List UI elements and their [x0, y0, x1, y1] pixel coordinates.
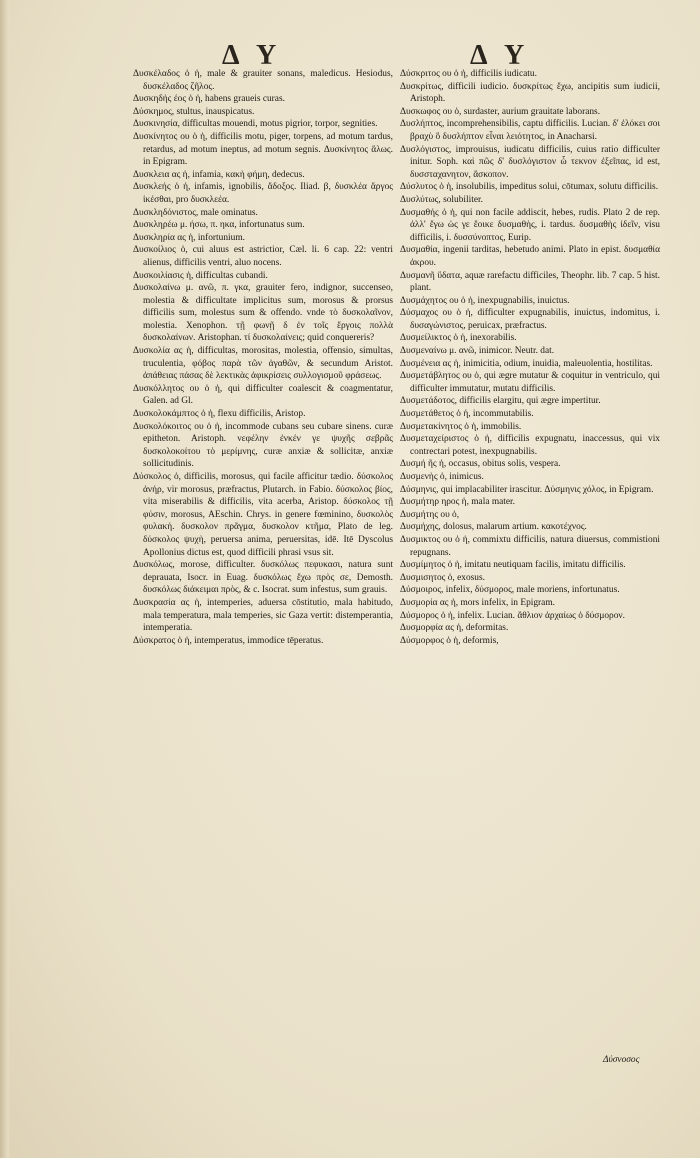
dictionary-entry: Δύσλυτος ὁ ἡ, insolubilis, impeditus solui, cōtumax, solutu difficilis.: [400, 182, 659, 193]
running-head-left: Δ Υ: [222, 40, 283, 71]
dictionary-entry: Δυσμορφία ας ἡ, deformitas.: [400, 623, 509, 634]
dictionary-entry: Δύσκριτος ου ὁ ἡ, difficilis iudicatu.: [400, 69, 537, 79]
dictionary-entry: Δυσκρασία ας ἡ, intemperies, aduersa cōstitutio, mala habitudo, mala temperatura, mala temperies, sic Gaza vertit: distemperantia, intemperatia.: [133, 597, 393, 634]
dictionary-entry: Δυσκηδής έος ὁ ἡ, habens graueis curas.: [133, 94, 285, 105]
dictionary-entry: Δυσκληρέω μ. ήσω, π. ηκα, infortunatus sum.: [133, 220, 305, 231]
dictionary-entry: Δυσκοιλίασις ἡ, difficultas cubandi.: [133, 270, 268, 281]
dictionary-entry: Δυσμή ῆς ἡ, occasus, obitus solis, vespera.: [400, 459, 561, 470]
dictionary-entry: Δυσκόλως, morose, difficulter. δυσκόλως πεφυκασι, natura sunt deprauata, Isocr. in Euag. δυσκόλως ἔχω πρὸς σε, Demosth. δυσκόλως διάκειμαι πρὸς, & c. Isocrat. sum infestus, sum grauis.: [133, 560, 393, 596]
dictionary-entry: Δύσμαχος ου ὁ ἡ, difficulter expugnabilis, inuictus, indomitus, i. δυσαγώνιστος, peruicax, præfractus.: [400, 308, 660, 331]
dictionary-entry: Δυσκλεια ας ἡ, infamia, κακὴ φήμη, dedecus.: [133, 169, 305, 180]
dictionary-entry: Δυσμείλικτος ὁ ἡ, inexorabilis.: [400, 333, 517, 344]
dictionary-entry: Δύσκημος, stultus, inauspicatus.: [133, 106, 255, 117]
dictionary-entry: Δυσκληρία ας ἡ, infortunium.: [133, 232, 245, 243]
dictionary-entry: Δυσμένεια ας ἡ, inimicitia, odium, inuidia, maleuolentia, hostilitas.: [400, 358, 653, 369]
dictionary-entry: Δυσμανῆ ὕδατα, aquæ rarefactu difficiles, Theophr. lib. 7 cap. 5 hist. plant.: [400, 270, 660, 294]
dictionary-entry: Δυσμάχητος ου ὁ ἡ, inexpugnabilis, inuictus.: [400, 295, 570, 306]
left-column: [133, 68, 393, 647]
dictionary-entry: Δυσκολαίνω μ. ανῶ, π. γκα, grauiter fero, indignor, succenseo, molestia & difficultate implicitus sum, morosus & prorsus difficilis sum, molestus sum & offendo. vnde τὸ δυσκολαῖνον, molestia. Xenophon. τῇ φωνῇ δ ἐν τοῖς ἔργοις πολλὰ δυσκολαίνων. Aristophan. τί δυσκολαίνεις; quid conquereris?: [133, 283, 393, 344]
running-head-right: Δ Υ: [470, 40, 531, 71]
dictionary-entry: Δυσμενὴς ὁ, inimicus.: [400, 472, 484, 482]
dictionary-entry: Δυσμήτης ου ὁ,: [400, 509, 460, 520]
dictionary-entry: Δυσκίνητος ου ὁ ἡ, difficilis motu, piger, torpens, ad motum tardus, retardus, ad motum ineptus, ad motum segnis. Δυσκίνητος ἅλως. in Epigram.: [133, 131, 393, 168]
dictionary-entry: Δυσκολία ας ἡ, difficultas, morositas, molestia, offensio, simultas, truculentia, φόβος παρὰ τῶν ἀγαθῶν, & secundum Aristot. ἀπάθειας πάσας δὲ λεκτικὰς ἀφικρίσεις συλλογισμοῦ φράσεως.: [133, 346, 393, 382]
dictionary-entry: Δυσκληδόνιστος, male ominatus.: [133, 207, 258, 218]
dictionary-entry: Δυσκέλαδος ὁ ἡ, male & grauiter sonans, maledicus. Hesiodus, δυσκέλαδος ζῆλος.: [133, 69, 393, 92]
dictionary-entry: Δυσμικτος ου ὁ ἡ, commixtu difficilis, natura diuersus, commistioni repugnans.: [400, 534, 660, 558]
dictionary-entry: Δυσλύτως, solubiliter.: [400, 194, 483, 205]
dictionary-entry: Δυσκολοκάμπτος ὁ ἡ, flexu difficilis, Aristop.: [133, 409, 306, 420]
dictionary-entry: Δυσμεναίνω μ. ανῶ, inimicor. Neutr. dat.: [400, 346, 555, 357]
dictionary-entry: Δυσκωφος ου ὁ, surdaster, aurium grauitate laborans.: [400, 106, 601, 117]
dictionary-entry: Δυσμαθία, ingenii tarditas, hebetudo animi. Plato in epist. δυσμαθία ἀκρου.: [400, 245, 660, 268]
dictionary-entry: Δύσμηνις, qui implacabiliter irascitur. Δύσμηνις χόλος, in Epigram.: [400, 484, 654, 495]
dictionary-entry: Δυσκοίλιος ὁ, cui aluus est astrictior, Cæl. li. 6 cap. 22: ventri alienus, difficilis ventri, aluo nocens.: [133, 245, 393, 268]
catchword: Δύσνοσος: [603, 1055, 640, 1065]
dictionary-entry: Δυσμετάδοτος, difficilis elargitu, qui ægre impertitur.: [400, 396, 601, 407]
dictionary-entry: Δυσμισητος ὁ, exosus.: [400, 572, 485, 583]
dictionary-entry: Δυσλόγιστος, improuisus, iudicatu difficilis, cuius ratio difficulter initur. Soph. καὶ πῶς δ' δυσλόγιστον ὦ τεκνον ἐξεῖπας, id est, δυσσταχανητον, ἄσκοπον.: [400, 144, 660, 180]
dictionary-entry: Δυσμίμητος ὁ ἡ, imitatu neutiquam facilis, imitatu difficilis.: [400, 560, 626, 571]
dictionary-entry: Δύσμοιρος, infelix, δύσμορος, male moriens, infortunatus.: [400, 585, 620, 596]
right-column: [400, 68, 660, 647]
dictionary-entry: Δύσκρατος ὁ ἡ, intemperatus, immodice tēperatus.: [133, 635, 324, 646]
dictionary-entry: Δυσκολόκοιτος ου ὁ ἡ, incommode cubans seu cubare sinens. curæ epitheton. Aristoph. νεφέλην ἐνκέν γε ψυχῆς σεβρᾶς δυσκολοκοίτου τὸ μερίμνης, curæ anxiæ & sollicitæ, anxiæ sollicitudinis.: [133, 421, 393, 470]
dictionary-entry: Δυσμορία ας ἡ, mors infelix, in Epigram.: [400, 597, 555, 608]
dictionary-entry: Δυσμήχης, dolosus, malarum artium. κακοτέχνος.: [400, 522, 587, 533]
dictionary-entry: Δυσκινησία, difficultas mouendi, motus pigrior, torpor, segnities.: [133, 119, 378, 130]
dictionary-entry: Δυσμετακίνητος ὁ ἡ, immobilis.: [400, 421, 522, 432]
page-gutter-shadow: [0, 0, 10, 1158]
dictionary-entry: Δύσμορος ὁ ἡ, infelix. Lucian. ἄθλιον ἀρχαίως ὁ δύσμορον.: [400, 610, 625, 621]
dictionary-entry: Δυσμετάβλητος ου ὁ, qui ægre mutatur & coquitur in ventriculo, qui difficulter immutatur, mutatu difficilis.: [400, 371, 660, 394]
dictionary-entry: Δυσμήτηρ ηρος ἡ, mala mater.: [400, 497, 515, 508]
dictionary-entry: Δύσκολος ὁ, difficilis, morosus, qui facile afficitur tædio. δύσκολος ἀνήρ, vir morosus, præfractus, Plutarch. in Fabio. δύσκολος βίος, vita miserabilis & difficilis, vita acerba, Aristop. δύσκολος τῇ φύσιν, morosus, AEschin. Chrys. in genere fœminino, δυσκολὸς φυλακή. δυσκολον πρᾶγμα, δυσκολον κτῆμα, Plato de leg. δύσκολος ψυχὴ, peruersa anima, peruersitas, idē. Itē Dyscolus Apollonius dictus est, quod difficili phrasi vsus sit.: [133, 472, 393, 558]
dictionary-entry: Δυσκρίτως, difficili iudicio. δυσκρίτως ἔχω, ancipitis sum iudicii, Aristoph.: [400, 81, 660, 105]
dictionary-entry: Δυσμεταχείριστος ὁ ἡ, difficilis expugnatu, inaccessus, qui vix contrectari potest, inexpugnabilis.: [400, 434, 660, 457]
dictionary-entry: Δυσμετάθετος ὁ ἡ, incommutabilis.: [400, 409, 534, 420]
dictionary-entry: Δυσκλεής ὁ ἡ, infamis, ignobilis, ἄδοξος. Iliad. β, δυσκλέα ἄργος ἱκέσθαι, pro δυσκλεέα.: [133, 182, 393, 205]
dictionary-entry: Δυσκόλλητος ου ὁ ἡ, qui difficulter coalescit & coagmentatur, Galen. ad Gl.: [133, 383, 393, 407]
dictionary-entry: Δυσλήπτος, incomprehensibilis, captu difficilis. Lucian. δ' ἐλόκει σοι βραχὺ ὃ δυσλήπτον εἶναι λειότητος, in Anacharsi.: [400, 119, 660, 142]
dictionary-entry: Δύσμορφος ὁ ἡ, deformis,: [400, 635, 499, 646]
dictionary-entry: Δυσμαθής ὁ ἡ, qui non facile addiscit, hebes, rudis. Plato 2 de rep. ἀλλ' ἔγω ὡς γε ἔοικε δυσμαθὴς, i. tardus. δυσμαθὴς ἰδεῖν, visu difficilis, i. δυσσύνοπτος, Eurip.: [400, 207, 660, 243]
